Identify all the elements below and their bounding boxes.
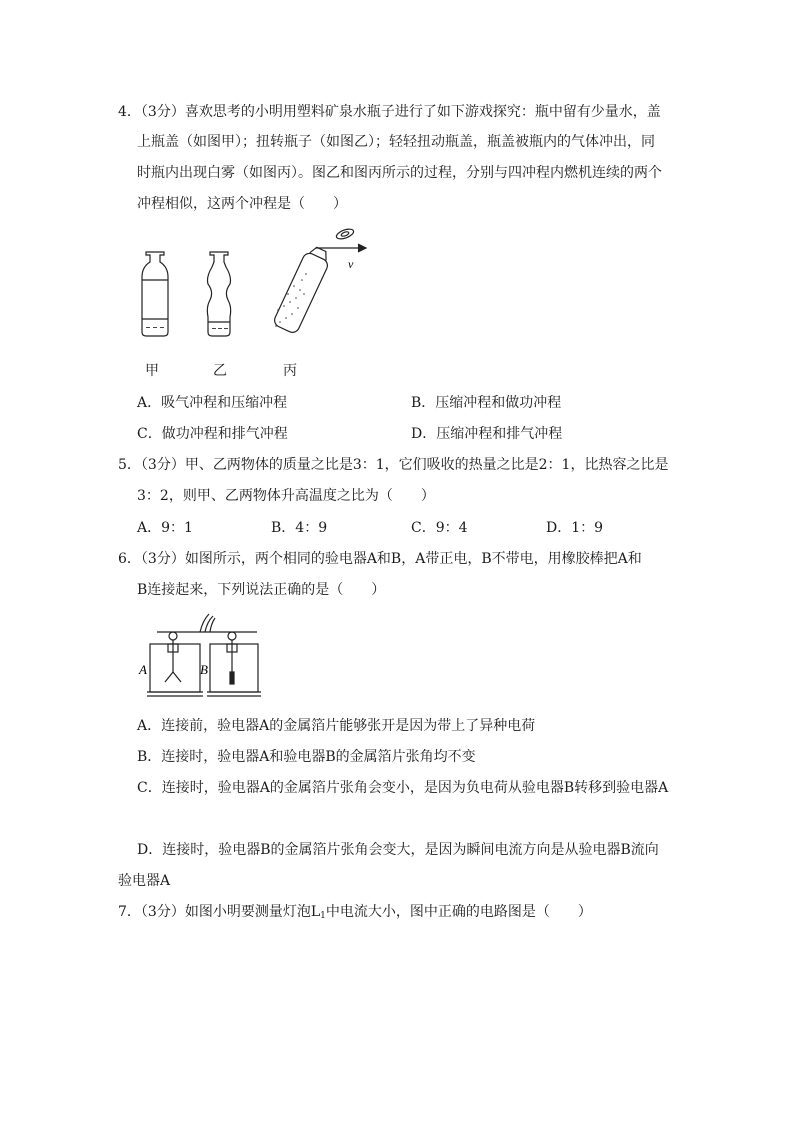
q6-option-b[interactable]: B．连接时，验电器A和验电器B的金属箔片张角均不变	[137, 749, 476, 765]
q7-stem-before: 7．（3分）如图小明要测量灯泡L	[118, 904, 321, 920]
q7-stem-subscript: 1	[320, 911, 326, 921]
q6-stem-line-1: 6．（3分）如图所示，两个相同的验电器A和B，A带正电，B不带电，用橡胶棒把A和	[118, 551, 642, 567]
electroscope-b-box	[210, 644, 258, 692]
bottle-bing	[272, 251, 329, 334]
bottle-yi	[207, 252, 230, 336]
q4-option-c[interactable]: C．做功冲程和排气冲程	[137, 426, 288, 442]
q4-stem-line-3: 时瓶内出现白雾（如图丙）。图乙和图丙所示的过程，分别与四冲程内燃机连续的两个	[137, 165, 662, 181]
q4-stem-line-4: 冲程相似，这两个冲程是（ ）	[137, 196, 347, 212]
electroscope-a-label: A	[139, 662, 147, 677]
q4-bottle-figure	[128, 222, 378, 357]
q5-option-b[interactable]: B．4：9	[271, 520, 328, 536]
q6-stem-line-2: B连接起来，下列说法正确的是（ ）	[137, 582, 386, 598]
q4-option-d[interactable]: D．压缩冲程和排气冲程	[411, 426, 563, 442]
q4-fig-label-bing: 丙	[283, 363, 297, 379]
q6-option-c[interactable]: C．连接时，验电器A的金属箔片张角会变小，是因为负电荷从验电器B转移到验电器A	[137, 780, 669, 796]
q4-option-b[interactable]: B．压缩冲程和做功冲程	[411, 395, 562, 411]
q5-stem-line-2: 3：2，则甲、乙两物体升高温度之比为（ ）	[137, 488, 435, 504]
q4-stem-line-2: 上瓶盖（如图甲）；扭转瓶子（如图乙）；轻轻扭动瓶盖，瓶盖被瓶内的气体冲出，同	[137, 134, 655, 150]
velocity-label: v	[348, 257, 354, 271]
q4-option-a[interactable]: A．吸气冲程和压缩冲程	[137, 395, 288, 411]
bottle-jia	[142, 252, 168, 336]
q5-option-d[interactable]: D．1：9	[546, 520, 604, 536]
q4-fig-label-yi: 乙	[213, 363, 227, 379]
q6-option-d-line-1[interactable]: D．连接时，验电器B的金属箔片张角会变大，是因为瞬间电流方向是从验电器B流向	[137, 842, 659, 858]
q4-fig-label-jia: 甲	[145, 363, 159, 379]
electroscope-b-label: B	[200, 662, 208, 677]
q4-stem-line-1: 4．（3分）喜欢思考的小明用塑料矿泉水瓶子进行了如下游戏探究：瓶中留有少量水，盖	[118, 104, 661, 120]
q7-stem-after: 中电流大小，图中正确的电路图是（ ）	[325, 904, 592, 920]
q5-stem-line-1: 5．（3分）甲、乙两物体的质量之比是3：1，它们吸收的热量之比是2：1，比热容之比是	[118, 457, 669, 473]
q6-option-d-line-2[interactable]: 验电器A	[118, 873, 171, 889]
q5-option-c[interactable]: C．9：4	[411, 520, 468, 536]
electroscope-a-box	[150, 644, 200, 692]
flying-cap	[335, 227, 355, 241]
q6-option-a[interactable]: A．连接前，验电器A的金属箔片能够张开是因为带上了异种电荷	[137, 718, 536, 734]
q7-stem	[118, 902, 592, 926]
q6-electroscope-figure	[135, 608, 265, 703]
q5-option-a[interactable]: A．9：1	[137, 520, 193, 536]
